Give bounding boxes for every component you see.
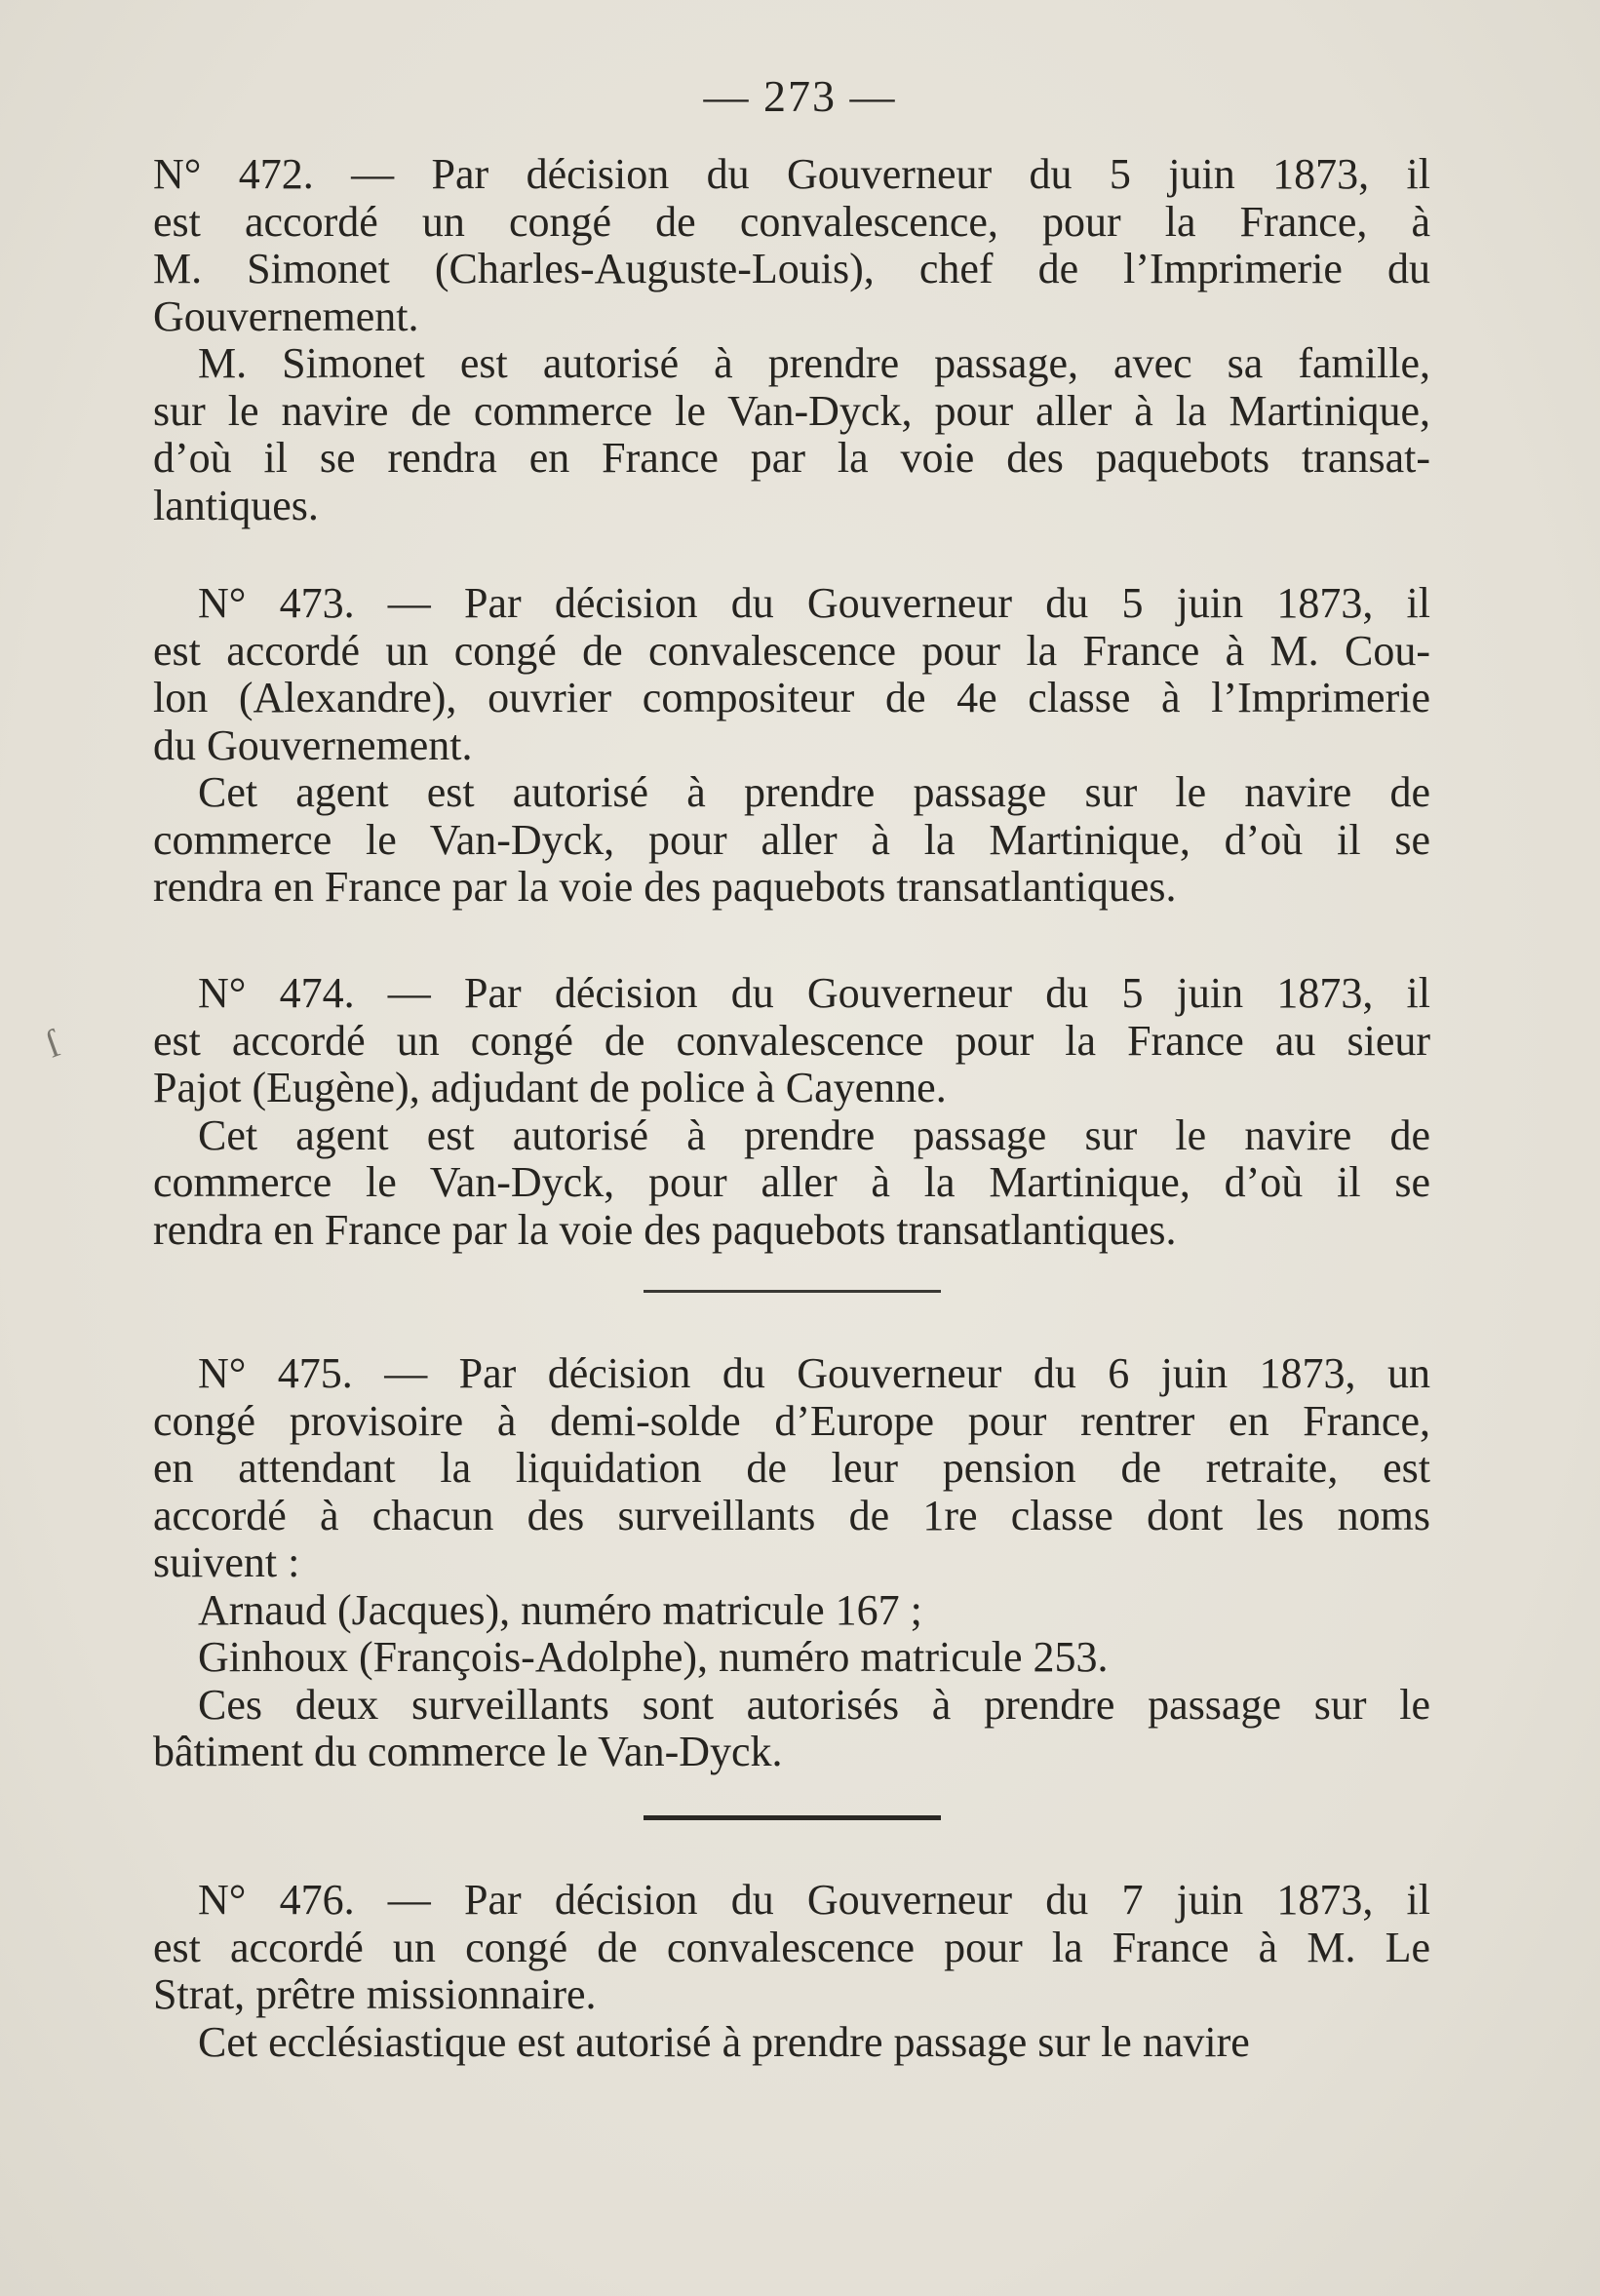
section-divider — [644, 1815, 941, 1820]
text-line: est accordé un congé de convalescence, pour la France, à — [153, 197, 1430, 246]
text-line: suivent : — [153, 1538, 300, 1586]
text-line: Gouvernement. — [153, 292, 419, 340]
entry-475 — [153, 1350, 1430, 1776]
text-line: congé provisoire à demi-solde d’Europe pour rentrer en France, — [153, 1396, 1430, 1445]
text-line: accordé à chacun des surveillants de 1re classe dont les noms — [153, 1491, 1430, 1539]
text-line: N° 473. — Par décision du Gouverneur du 5 juin 1873, il — [198, 579, 1430, 627]
text-line: N° 472. — Par décision du Gouverneur du 5 juin 1873, il — [153, 150, 1430, 198]
text-line: M. Simonet est autorisé à prendre passage, avec sa famille, — [198, 339, 1430, 387]
text-line: du Gouvernement. — [153, 720, 473, 769]
text-line: Pajot (Eugène), adjudant de police à Cayenne. — [153, 1064, 947, 1111]
text-line: commerce le Van-Dyck, pour aller à la Martinique, d’où il se — [153, 815, 1430, 864]
entry-473 — [153, 580, 1430, 912]
text-line: rendra en France par la voie des paquebots transatlantiques. — [153, 1205, 1177, 1254]
text-line: lon (Alexandre), ouvrier compositeur de 4e classe à l’Imprimerie — [153, 674, 1430, 721]
entry-472 — [153, 151, 1430, 529]
text-line: rendra en France par la voie des paquebots transatlantiques. — [153, 863, 1177, 911]
text-line: Arnaud (Jacques), numéro matricule 167 ; — [198, 1585, 922, 1634]
text-line: Ginhoux (François-Adolphe), numéro matricule 253. — [198, 1633, 1109, 1681]
entry-476 — [153, 1877, 1430, 2066]
text-line: N° 475. — Par décision du Gouverneur du 6 juin 1873, un — [198, 1349, 1430, 1397]
text-line: en attendant la liquidation de leur pension de retraite, est — [153, 1444, 1430, 1492]
text-line: Cet ecclésiastique est autorisé à prendre passage sur le navire — [198, 2017, 1250, 2066]
entry-474 — [153, 970, 1430, 1254]
text-line: N° 476. — Par décision du Gouverneur du 7 juin 1873, il — [198, 1876, 1430, 1924]
margin-mark: ſ — [39, 1021, 65, 1067]
text-line: est accordé un congé de convalescence pour la France à M. Le — [153, 1923, 1430, 1971]
text-line: est accordé un congé de convalescence pour la France à M. Cou- — [153, 626, 1430, 675]
text-line: d’où il se rendra en France par la voie des paquebots transat- — [153, 434, 1430, 482]
text-line: commerce le Van-Dyck, pour aller à la Martinique, d’où il se — [153, 1158, 1430, 1206]
text-line: Cet agent est autorisé à prendre passage sur le navire de — [198, 1110, 1430, 1159]
text-line: est accordé un congé de convalescence pour la France au sieur — [153, 1016, 1430, 1065]
text-line: bâtiment du commerce le Van-Dyck. — [153, 1728, 783, 1775]
text-line: Cet agent est autorisé à prendre passage sur le navire de — [198, 768, 1430, 816]
text-line: sur le navire de commerce le Van-Dyck, pour aller à la Martinique, — [153, 386, 1430, 435]
text-line: Ces deux surveillants sont autorisés à prendre passage sur le — [198, 1680, 1430, 1729]
text-line: Strat, prêtre missionnaire. — [153, 1970, 597, 2018]
text-line: N° 474. — Par décision du Gouverneur du 5 juin 1873, il — [198, 969, 1430, 1017]
section-divider — [644, 1290, 941, 1293]
page-number: — 273 — — [703, 71, 897, 121]
text-line: M. Simonet (Charles-Auguste-Louis), chef de l’Imprimerie du — [153, 245, 1430, 292]
text-line: lantiques. — [153, 481, 319, 529]
